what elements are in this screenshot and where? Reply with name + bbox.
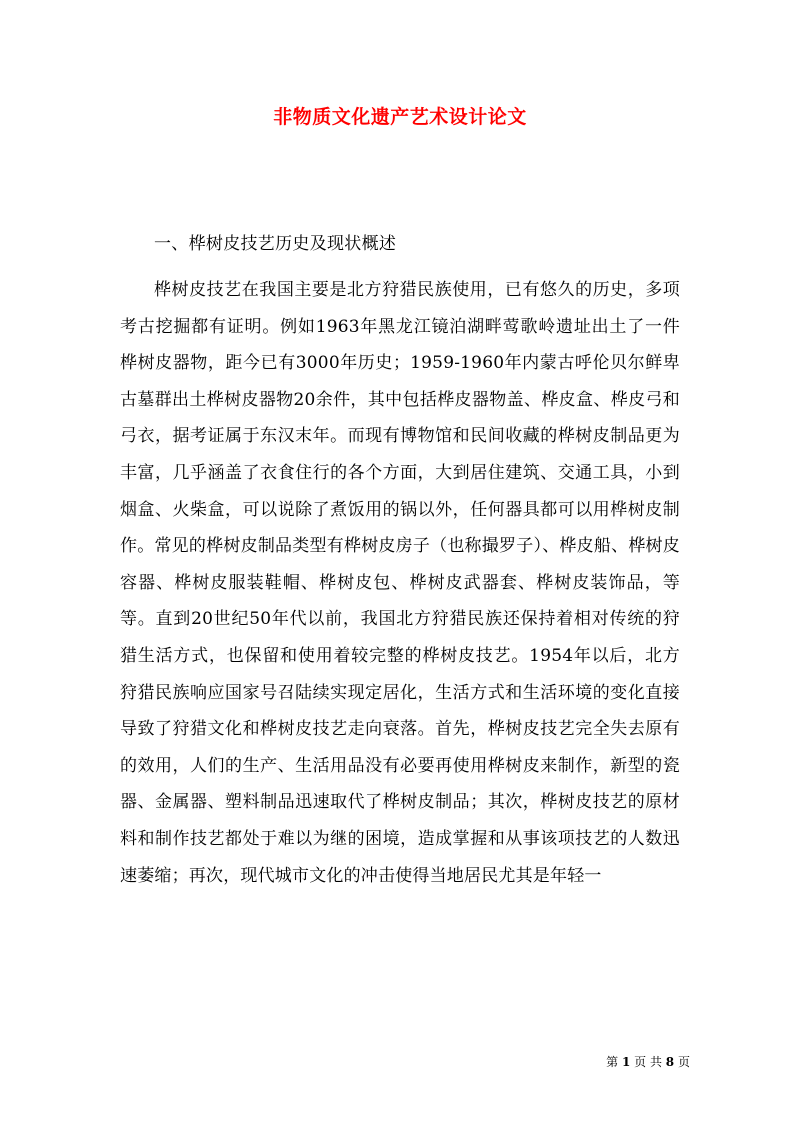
body-paragraph: 桦树皮技艺在我国主要是北方狩猎民族使用，已有悠久的历史，多项考古挖掘都有证明。例如1963年黑龙江镜泊湖畔莺歌岭遗址出土了一件桦树皮器物，距今已有3000年历史；1959-1960年内蒙古呼伦贝尔鲜卑古墓群出土桦树皮器物20余件，其中包括桦皮器物盖、桦皮盒、桦皮弓和弓衣，据考证属于东汉末年。而现有博物馆和民间收藏的桦树皮制品更为丰富，几乎涵盖了衣食住行的各个方面，大到居住建筑、交通工具，小到烟盒、火柴盒，可以说除了煮饭用的锅以外，任何器具都可以用桦树皮制作。常见的桦树皮制品类型有桦树皮房子（也称撮罗子）、桦皮船、桦树皮容器、桦树皮服装鞋帽、桦树皮包、桦树皮武器套、桦树皮装饰品，等等。直到20世纪50年代以前，我国北方狩猎民族还保持着相对传统的狩猎生活方式，也保留和使用着较完整的桦树皮技艺。1954年以后，北方狩猎民族响应国家号召陆续实现定居化，生活方式和生活环境的变化直接导致了狩猎文化和桦树皮技艺走向衰落。首先，桦树皮技艺完全失去原有的效用，人们的生产、生活用品没有必要再使用桦树皮来制作，新型的瓷器、金属器、塑料制品迅速取代了桦树皮制品；其次，桦树皮技艺的原材料和制作技艺都处于难以为继的困境，造成掌握和从事该项技艺的人数迅速萎缩；再次，现代城市文化的冲击使得当地居民尤其是年轻一	[120, 280, 680, 886]
footer-suffix: 页	[677, 1055, 690, 1069]
footer-total-pages: 8	[665, 1055, 675, 1069]
footer-prefix: 第	[606, 1055, 619, 1069]
page-footer	[560, 1053, 690, 1070]
document-title: 非物质文化遗产艺术设计论文	[273, 106, 527, 128]
footer-middle: 页 共	[634, 1055, 662, 1069]
section-heading: 一、桦树皮技艺历史及现状概述	[154, 234, 397, 254]
footer-current-page: 1	[621, 1055, 631, 1069]
document-body	[120, 232, 680, 894]
